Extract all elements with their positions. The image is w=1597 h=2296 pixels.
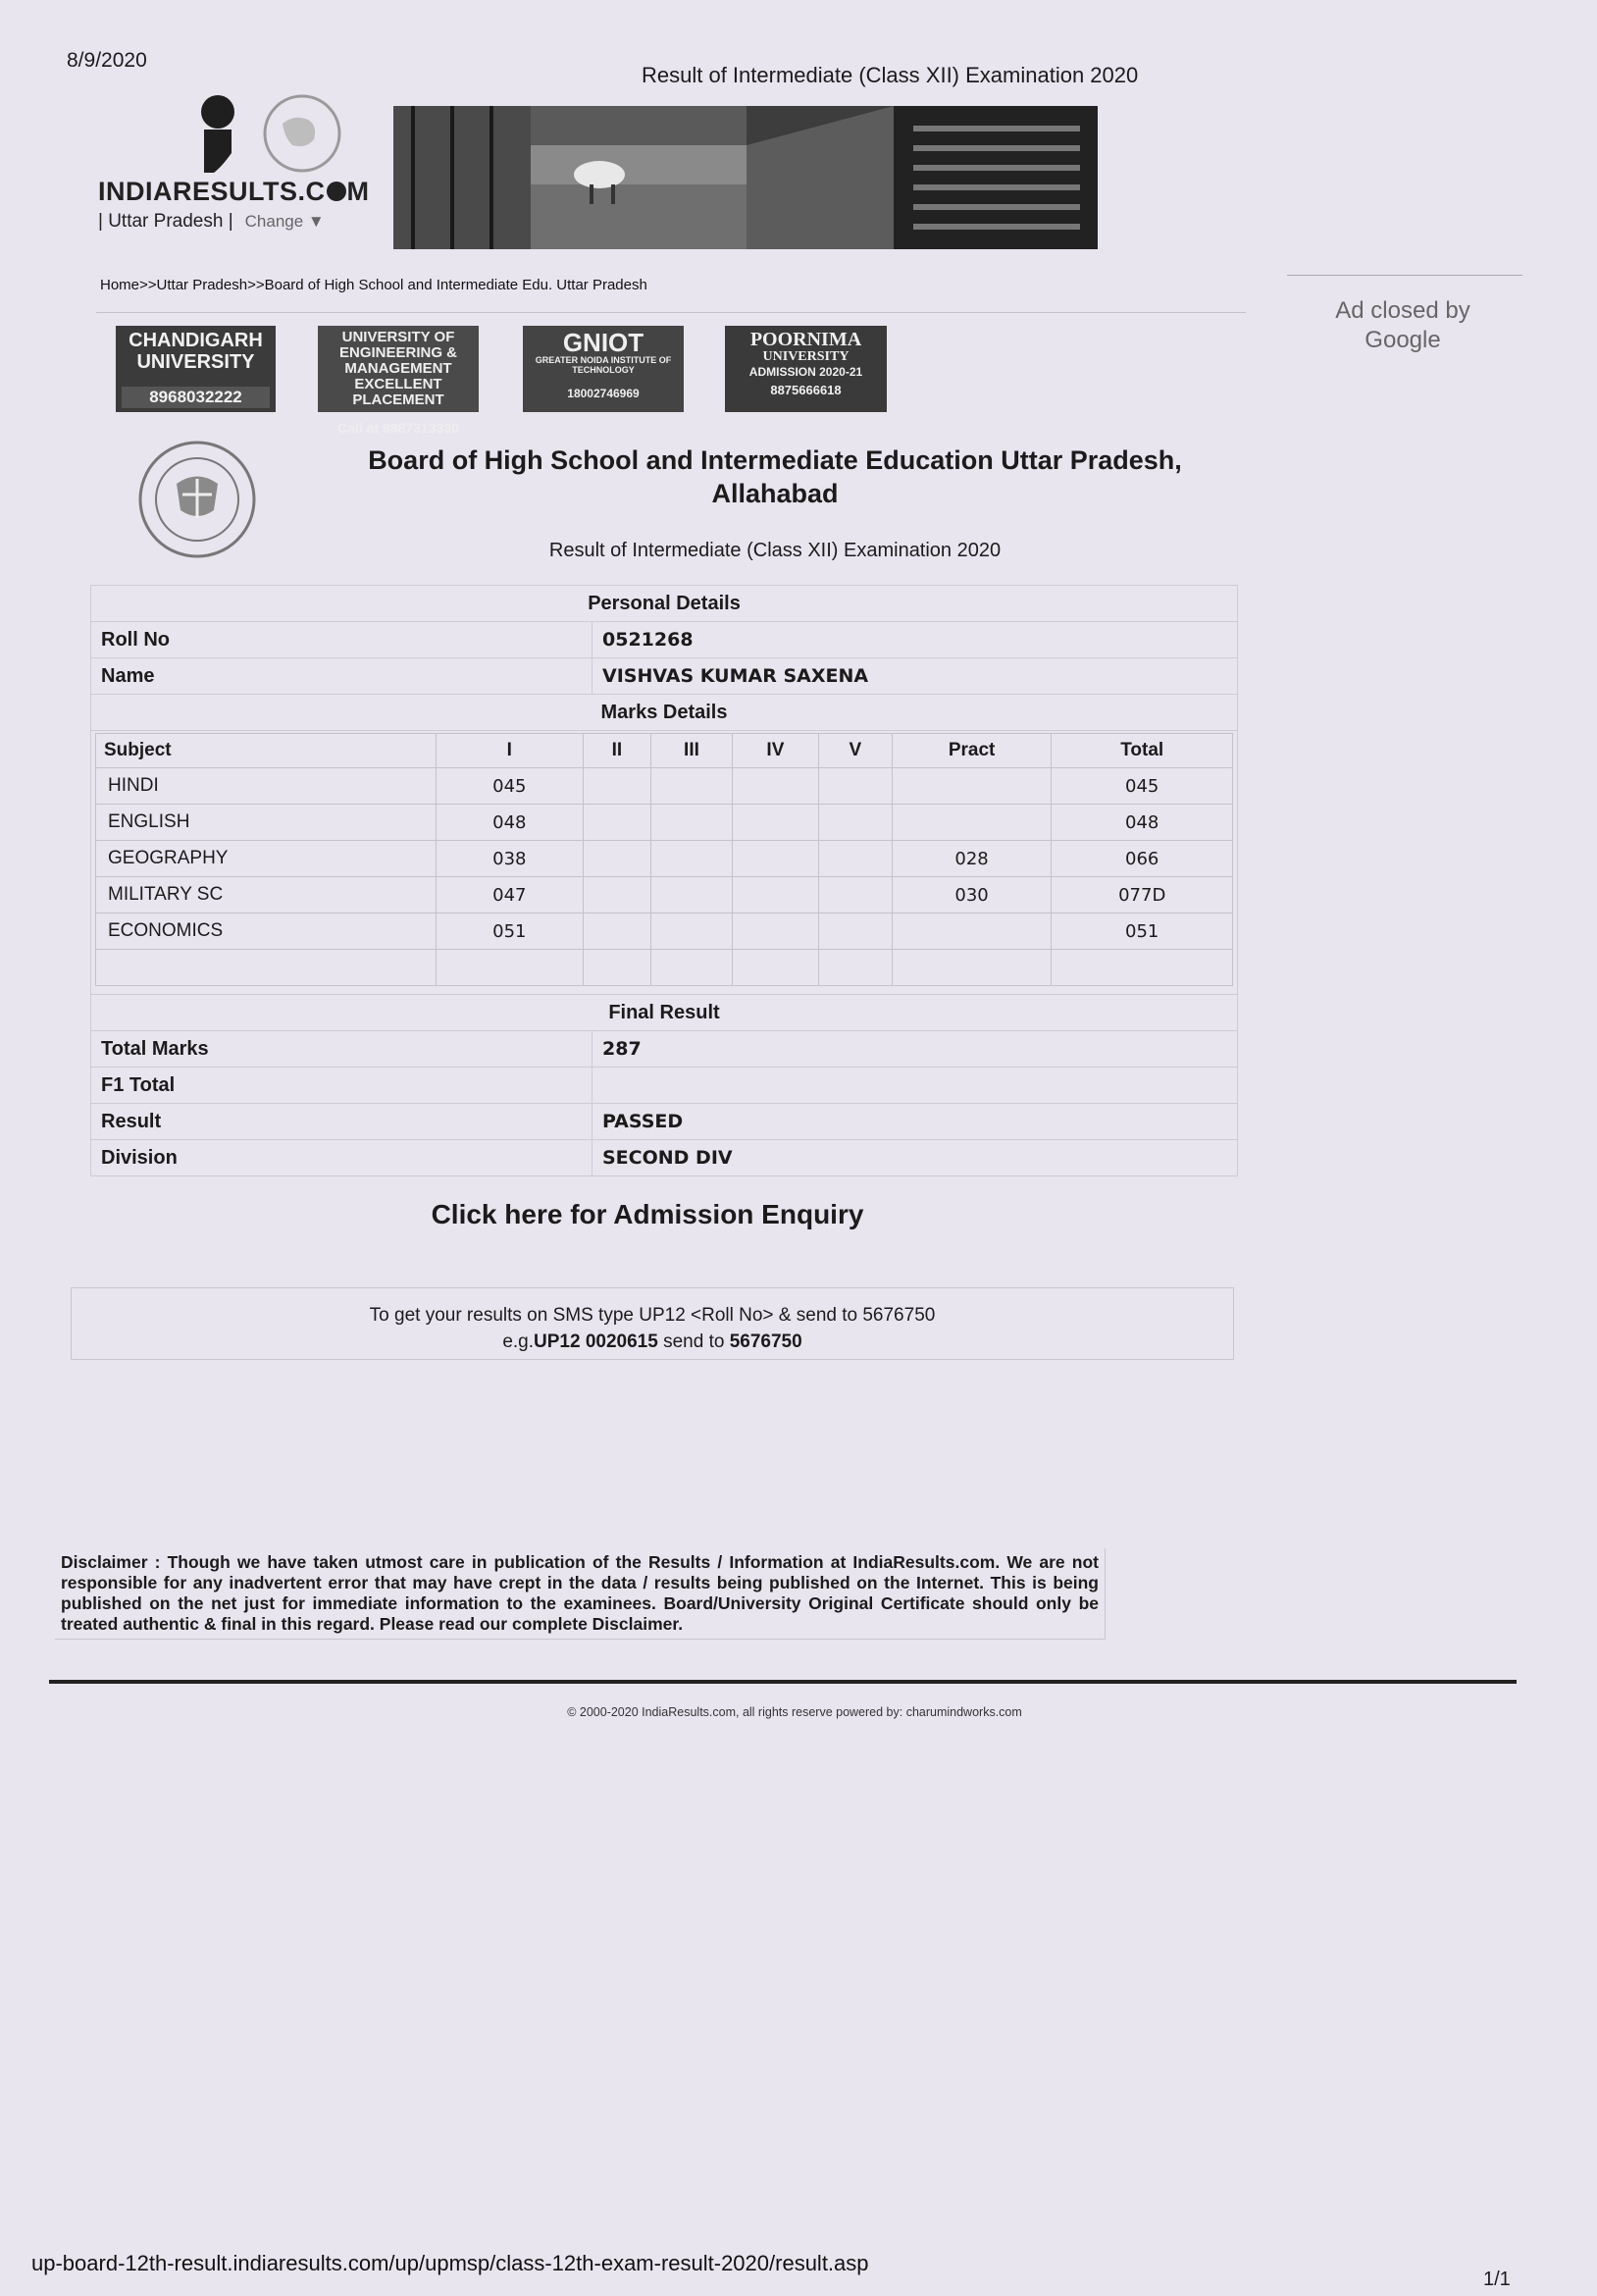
total-cell — [1052, 950, 1233, 986]
roll-label: Roll No — [91, 622, 592, 658]
sponsor-title: POORNIMA — [749, 329, 862, 350]
paper-4-cell — [732, 950, 818, 986]
total-cell: 051 — [1052, 913, 1233, 950]
marks-row — [96, 841, 1233, 877]
col-header-paper-2: II — [583, 734, 650, 768]
total-cell: 066 — [1052, 841, 1233, 877]
paper-2-cell — [583, 913, 650, 950]
site-name-part2: M — [346, 177, 370, 206]
ad-closed-line2: Google — [1365, 327, 1441, 353]
paper-2-cell — [583, 877, 650, 913]
subject-cell: ECONOMICS — [96, 913, 437, 950]
roll-value: 0521268 — [592, 622, 1238, 658]
sponsor-chandigarh-university[interactable] — [116, 326, 276, 412]
marks-table-row — [91, 731, 1238, 995]
sponsor-subtitle: GREATER NOIDA INSTITUTE OF TECHNOLOGY — [535, 355, 672, 375]
division-label: Division — [91, 1140, 592, 1176]
total-marks-value: 287 — [592, 1031, 1238, 1068]
name-row — [91, 658, 1238, 695]
subject-cell — [96, 950, 437, 986]
marks-details-heading: Marks Details — [91, 695, 1238, 731]
col-header-paper-5: V — [818, 734, 892, 768]
practical-cell: 030 — [892, 877, 1052, 913]
name-label: Name — [91, 658, 592, 695]
paper-4-cell — [732, 877, 818, 913]
col-header-paper-4: IV — [732, 734, 818, 768]
roll-row — [91, 622, 1238, 658]
paper-4-cell — [732, 805, 818, 841]
result-label: Result — [91, 1104, 592, 1140]
total-cell: 045 — [1052, 768, 1233, 805]
total-marks-row — [91, 1031, 1238, 1068]
total-cell: 077D — [1052, 877, 1233, 913]
total-marks-label: Total Marks — [91, 1031, 592, 1068]
practical-cell: 028 — [892, 841, 1052, 877]
breadcrumb[interactable]: Home>>Uttar Pradesh>>Board of High School and Intermediate Edu. Uttar Pradesh — [100, 277, 647, 293]
paper-5-cell — [818, 877, 892, 913]
paper-3-cell — [651, 768, 733, 805]
sponsor-title: GNIOT — [562, 328, 644, 357]
paper-1-cell: 038 — [437, 841, 584, 877]
sms-example-mid: send to — [657, 1331, 730, 1352]
change-region-link[interactable]: Change ▼ — [244, 212, 325, 231]
practical-cell — [892, 950, 1052, 986]
region-selector — [98, 211, 325, 233]
ad-closed-line1: Ad closed by — [1335, 297, 1470, 324]
sms-example-prefix: e.g. — [502, 1331, 535, 1352]
paper-5-cell — [818, 768, 892, 805]
page-number: 1/1 — [1483, 2269, 1511, 2290]
marks-header-row — [96, 734, 1233, 768]
paper-1-cell: 047 — [437, 877, 584, 913]
col-header-total: Total — [1052, 734, 1233, 768]
indiaresults-logo-icon[interactable] — [192, 94, 349, 173]
sponsor-university-of-engineering[interactable] — [318, 326, 479, 436]
paper-2-cell — [583, 768, 650, 805]
paper-5-cell — [818, 950, 892, 986]
paper-5-cell — [818, 805, 892, 841]
sms-example — [72, 1329, 1233, 1355]
print-title: Result of Intermediate (Class XII) Examination 2020 — [642, 63, 1139, 87]
marks-table-cell — [91, 731, 1238, 995]
sponsor-tagline: ADMISSION 2020-21 — [748, 365, 863, 379]
sponsor-phone: 8968032222 — [122, 387, 270, 408]
paper-3-cell — [651, 841, 733, 877]
paper-2-cell — [583, 805, 650, 841]
marks-row — [96, 950, 1233, 986]
practical-cell — [892, 805, 1052, 841]
print-url: up-board-12th-result.indiaresults.com/up/upmsp/class-12th-exam-result-2020/result.asp — [31, 2251, 869, 2275]
marks-row — [96, 768, 1233, 805]
col-header-practical: Pract — [892, 734, 1052, 768]
result-table — [90, 585, 1238, 1176]
paper-5-cell — [818, 841, 892, 877]
subject-cell: GEOGRAPHY — [96, 841, 437, 877]
final-result-heading: Final Result — [91, 995, 1238, 1031]
ad-closed-notice — [1305, 296, 1501, 355]
paper-3-cell — [651, 877, 733, 913]
copyright: © 2000-2020 IndiaResults.com, all rights reserve powered by: charumindworks.com — [567, 1705, 1022, 1719]
sms-info-box — [71, 1287, 1234, 1360]
paper-5-cell — [818, 913, 892, 950]
print-date: 8/9/2020 — [67, 49, 147, 72]
practical-cell — [892, 768, 1052, 805]
marks-table — [95, 733, 1233, 986]
up-government-emblem-icon — [137, 440, 257, 559]
paper-2-cell — [583, 841, 650, 877]
name-value: VISHVAS KUMAR SAXENA — [592, 658, 1238, 695]
personal-details-heading: Personal Details — [91, 586, 1238, 622]
subject-cell: HINDI — [96, 768, 437, 805]
paper-1-cell: 045 — [437, 768, 584, 805]
site-name[interactable] — [98, 177, 370, 207]
sms-instructions: To get your results on SMS type UP12 <Roll No> & send to 5676750 — [369, 1305, 936, 1326]
region-label: | Uttar Pradesh | — [98, 211, 233, 232]
sponsor-phone: Call at 9887313330 — [337, 420, 459, 436]
col-header-paper-1: I — [437, 734, 584, 768]
sponsor-subtitle: UNIVERSITY — [762, 349, 850, 364]
practical-cell — [892, 913, 1052, 950]
admission-enquiry-link[interactable]: Click here for Admission Enquiry — [431, 1199, 864, 1229]
exam-title: Result of Intermediate (Class XII) Examination 2020 — [548, 540, 1002, 561]
board-name: Board of High School and Intermediate Education Uttar Pradesh, Allahabad — [368, 445, 1182, 508]
breadcrumb-divider — [96, 312, 1246, 313]
campus-banner-image — [393, 106, 1098, 249]
paper-1-cell: 048 — [437, 805, 584, 841]
sponsor-subtitle: ENGINEERING & MANAGEMENT — [338, 344, 457, 377]
paper-2-cell — [583, 950, 650, 986]
personal-details-heading-row — [91, 586, 1238, 622]
paper-1-cell — [437, 950, 584, 986]
paper-3-cell — [651, 805, 733, 841]
logo-dot-icon — [327, 182, 346, 201]
col-header-paper-3: III — [651, 734, 733, 768]
col-header-subject: Subject — [96, 734, 437, 768]
division-value: SECOND DIV — [592, 1140, 1238, 1176]
footer-divider — [49, 1680, 1517, 1684]
paper-1-cell: 051 — [437, 913, 584, 950]
sponsor-phone: 8875666618 — [770, 383, 842, 397]
sponsor-gniot[interactable] — [523, 326, 684, 412]
sponsor-phone: 18002746969 — [567, 387, 640, 400]
sponsor-subtitle: UNIVERSITY — [136, 351, 255, 373]
ad-divider — [1287, 275, 1522, 276]
sponsor-title: CHANDIGARH — [129, 330, 263, 351]
sms-example-code: UP12 0020615 — [534, 1331, 658, 1352]
division-row — [91, 1140, 1238, 1176]
marks-row — [96, 913, 1233, 950]
total-cell: 048 — [1052, 805, 1233, 841]
f1-total-label: F1 Total — [91, 1068, 592, 1104]
final-result-heading-row — [91, 995, 1238, 1031]
paper-4-cell — [732, 913, 818, 950]
sponsor-tagline: EXCELLENT PLACEMENT — [352, 376, 444, 408]
f1-total-row — [91, 1068, 1238, 1104]
f1-total-value — [592, 1068, 1238, 1104]
result-value: PASSED — [592, 1104, 1238, 1140]
paper-4-cell — [732, 768, 818, 805]
sms-example-number: 5676750 — [729, 1331, 802, 1352]
paper-4-cell — [732, 841, 818, 877]
paper-3-cell — [651, 950, 733, 986]
subject-cell: ENGLISH — [96, 805, 437, 841]
marks-row — [96, 877, 1233, 913]
paper-3-cell — [651, 913, 733, 950]
result-row — [91, 1104, 1238, 1140]
marks-row — [96, 805, 1233, 841]
sponsor-poornima-university[interactable] — [725, 326, 887, 412]
disclaimer: Disclaimer : Though we have taken utmost care in publication of the Results / Information at IndiaResults.com. We are not responsible for any inadvertent error that may have crept in the data / results being published on the Internet. This is being published on the net just for immediate information to the examinees. Board/University Original Certificate should only be treated authentic & final in this regard. Please read our complete Disclaimer. — [55, 1548, 1106, 1640]
marks-details-heading-row — [91, 695, 1238, 731]
site-name-part1: INDIARESULTS.C — [98, 177, 326, 206]
sponsor-title: UNIVERSITY OF — [341, 329, 455, 345]
subject-cell: MILITARY SC — [96, 877, 437, 913]
